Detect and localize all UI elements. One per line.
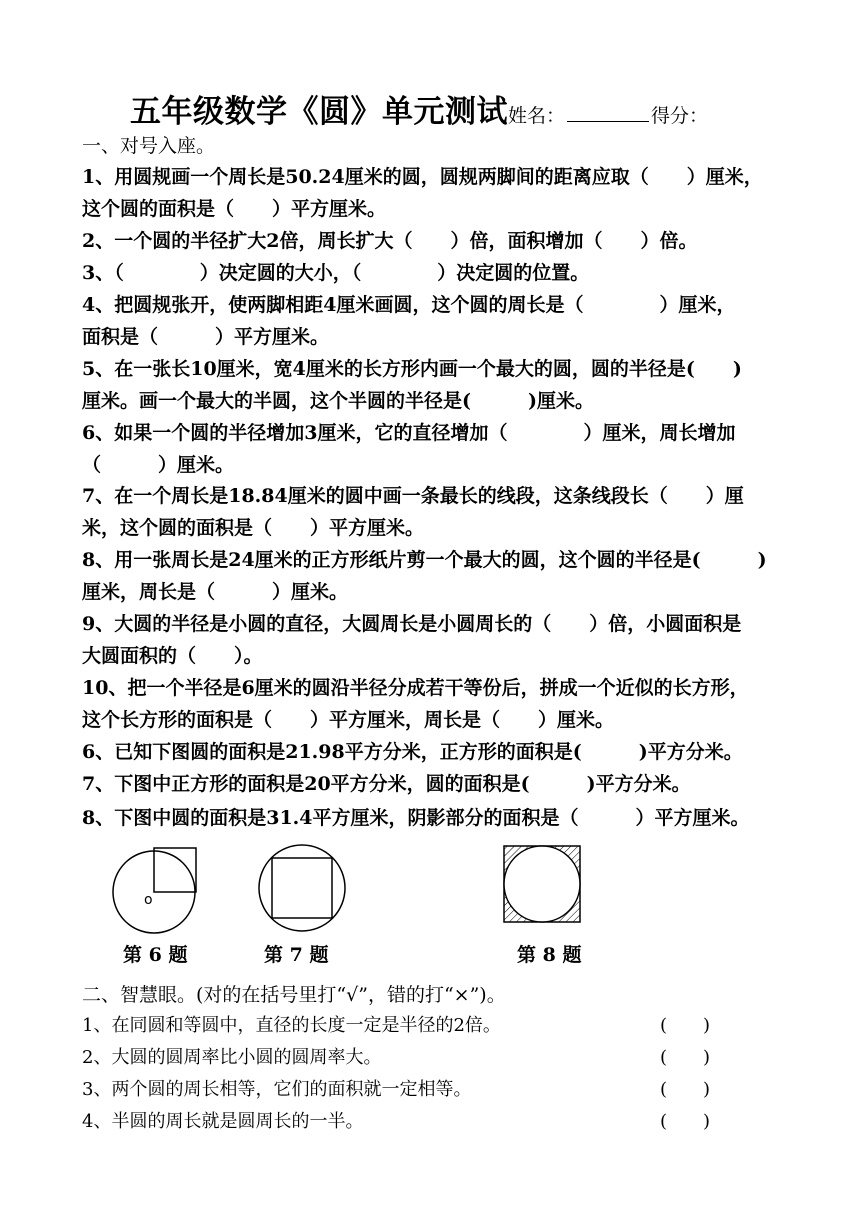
question-line: 8、下图中圆的面积是31.4平方厘米，阴影部分的面积是（ ）平方厘米。 <box>82 807 750 829</box>
answer-paren[interactable]: ( ) <box>660 1079 711 1100</box>
figure-7-label: 第 7 题 <box>264 944 329 966</box>
question-line: 4、把圆规张开，使两脚相距4厘米画圆，这个圆的周长是（ ）厘米， <box>82 294 736 316</box>
judgement-item: 1、在同圆和等圆中，直径的长度一定是半径的2倍。 <box>82 1015 501 1036</box>
question-line: 8、用一张周长是24厘米的正方形纸片剪一个最大的圆，这个圆的半径是( ) <box>82 549 767 571</box>
section2-heading: 二、智慧眼。(对的在括号里打“√”，错的打“×”)。 <box>82 984 506 1006</box>
question-line: 大圆面积的（ ）。 <box>82 645 263 667</box>
name-label: 姓名： <box>508 105 566 127</box>
judgement-item: 3、两个圆的周长相等，它们的面积就一定相等。 <box>82 1079 472 1100</box>
worksheet-header <box>130 86 770 131</box>
question-line: 2、一个圆的半径扩大2倍，周长扩大（ ）倍，面积增加（ ）倍。 <box>82 230 698 252</box>
worksheet-title: 五年级数学《圆》单元测试 <box>130 94 508 130</box>
judgement-item: 4、半圆的周长就是圆周长的一半。 <box>82 1111 364 1132</box>
answer-paren[interactable]: ( ) <box>660 1111 711 1132</box>
name-blank[interactable] <box>567 121 649 122</box>
question-line: 7、下图中正方形的面积是20平方分米，圆的面积是( )平方分米。 <box>82 773 691 795</box>
figure-6-center-letter: o <box>144 892 153 908</box>
question-line: 3、（ ）决定圆的大小，（ ）决定圆的位置。 <box>82 262 590 284</box>
question-line: 7、在一个周长是18.84厘米的圆中画一条最长的线段，这条线段长（ ）厘 <box>82 485 744 507</box>
question-line: 厘米。画一个最大的半圆，这个半圆的半径是( )厘米。 <box>82 390 594 412</box>
figure-6-label: 第 6 题 <box>123 944 188 966</box>
figure-6-circle-quarter-square <box>108 844 204 940</box>
question-line: 1、用圆规画一个周长是50.24厘米的圆，圆规两脚间的距离应取（ ）厘米， <box>82 166 763 188</box>
question-line: 厘米，周长是（ ）厘米。 <box>82 581 349 603</box>
question-line: 这个圆的面积是（ ）平方厘米。 <box>82 198 387 220</box>
question-line: 这个长方形的面积是（ ）平方厘米，周长是（ ）厘米。 <box>82 709 615 731</box>
figure-8-circle-in-square-shaded <box>502 844 582 924</box>
question-line: （ ）厘米。 <box>82 454 235 476</box>
question-line: 5、在一张长10厘米，宽4厘米的长方形内画一个最大的圆，圆的半径是( ) <box>82 358 742 380</box>
section1-heading: 一、对号入座。 <box>82 135 216 157</box>
score-label: 得分： <box>651 105 709 127</box>
question-line: 米，这个圆的面积是（ ）平方厘米。 <box>82 517 425 539</box>
figure-7-square-in-circle <box>256 842 348 934</box>
question-line: 面积是（ ）平方厘米。 <box>82 326 330 348</box>
question-line: 6、如果一个圆的半径增加3厘米，它的直径增加（ ）厘米，周长增加 <box>82 422 736 444</box>
answer-paren[interactable]: ( ) <box>660 1047 711 1068</box>
judgement-item: 2、大圆的圆周率比小圆的圆周率大。 <box>82 1047 382 1068</box>
answer-paren[interactable]: ( ) <box>660 1015 711 1036</box>
question-line: 6、已知下图圆的面积是21.98平方分米，正方形的面积是( )平方分米。 <box>82 741 743 763</box>
figure-8-label: 第 8 题 <box>517 944 582 966</box>
question-line: 10、把一个半径是6厘米的圆沿半径分成若干等份后，拼成一个近似的长方形， <box>82 677 749 699</box>
question-line: 9、大圆的半径是小圆的直径，大圆周长是小圆周长的（ ）倍，小圆面积是 <box>82 613 742 635</box>
